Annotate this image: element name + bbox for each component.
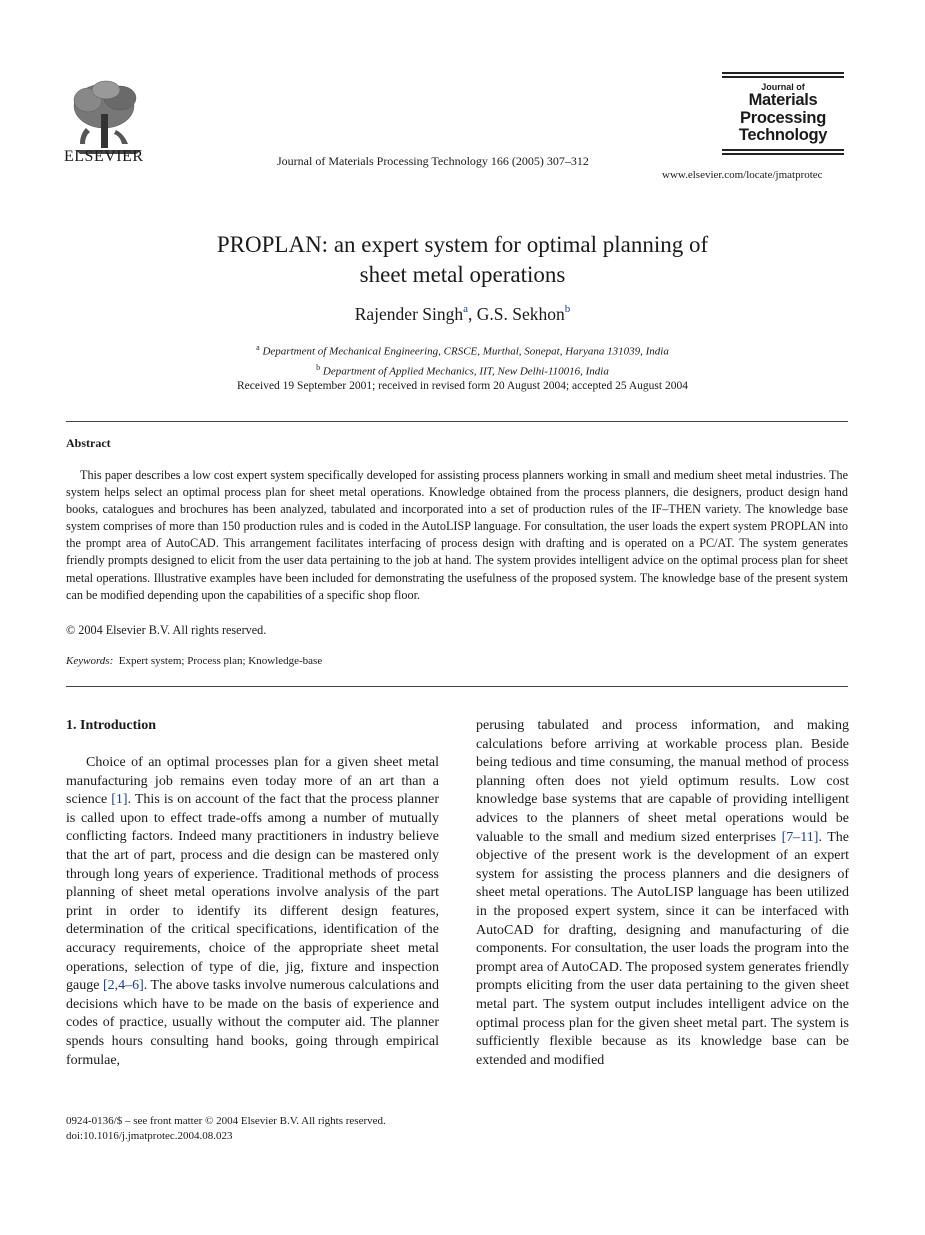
footnote: [66, 1114, 386, 1144]
journal-box-rule: [722, 72, 844, 74]
affiliation-b: [0, 360, 925, 380]
citation-link[interactable]: [2,4–6]: [102, 978, 144, 994]
affiliation-a: [0, 340, 925, 360]
keywords-label: Keywords:: [66, 655, 114, 667]
author-list: Rajender Singh$^a$, G.S. Sekhon$^b$: [354, 303, 571, 324]
left-column: [66, 754, 439, 1070]
section-heading: 1. Introduction: [66, 718, 156, 733]
affiliation-marker: b: [316, 362, 321, 372]
paper-title-line1: PROPLAN: an expert system for optimal planning of: [216, 232, 709, 257]
paragraph-text: . This is on account of the fact that the process planner is called upon to effect trade-offs among a number of mutually conflicting factors. Indeed many practitioners in industry believe that the art of part, process and die design can be mastered only through long years of experience. Traditional methods of process planning of sheet metal operations involve analysis of the part print in order to identify its different design features, determination of the critical specifications, identification of the accuracy requirements, choice of the appropriate sheet metal operations, selection of type of die, jig, fixture and inspection gauge: [66, 792, 439, 994]
author-name: Rajender Singh: [354, 304, 464, 324]
paragraph-text: Choice of an optimal processes plan for a given sheet metal manufacturing job remains even today more of an art than a science: [66, 755, 439, 808]
journal-url[interactable]: www.elsevier.com/locate/jmatprotec: [662, 169, 823, 181]
abstract-copyright: © 2004 Elsevier B.V. All rights reserved.: [66, 623, 267, 637]
received-dates: Received 19 September 2001; received in revised form 20 August 2004; accepted 25 August 2004: [237, 380, 688, 392]
abstract-text: This paper describes a low cost expert system specifically developed for assisting process planners working in small and medium sheet metal industries. The system helps select an optimal process plan for sheet metal operations. Knowledge obtained from the process planners, die designers, product design hand books, catalogues and brochures has been analyzed, tabulated and incorporated into a set of production rules of the IF–THEN variety. The knowledge base system comprises of more than 150 production rules and is coded in the AutoLISP language. For consultation, the user loads the expert system PROPLAN into the prompt area of AutoCAD. This arrangement facilitates interfacing of process design with drafting and is operated on a PC/AT. The system generates friendly prompts designed to elicit from the user data pertaining to the job at hand. The system provides intelligent advice on the optimal process plan for sheet metal operations. Illustrative examples have been included for demonstrating the usefulness of the proposed system. The knowledge base of the present system can be modified depending upon the capabilities of a specific shop floor.: [66, 468, 848, 602]
publisher-name: ELSEVIER: [64, 148, 144, 165]
paper-title: [0, 230, 925, 290]
affiliations: [0, 340, 925, 379]
journal-box-title: [722, 82, 844, 145]
journal-box-line1: Materials: [748, 91, 818, 109]
paragraph-text: perusing tabulated and process information, and making calculations before arriving at workable process plan. Beside being tedious and time consuming, the manual method of process planning often does not yield optimum results. Low cost knowledge base systems that are capable of providing intelligent advices to the planners of sheet metal operations would be valuable to the small and medium sized enterprises: [476, 718, 849, 845]
journal-citation: Journal of Materials Processing Technology 166 (2005) 307–312: [277, 154, 589, 168]
abstract-body: [66, 467, 848, 604]
citation-link[interactable]: [7–11]: [781, 829, 819, 845]
journal-box-rule: [722, 153, 844, 155]
affiliation-marker: a: [256, 343, 260, 352]
author-affiliation-link[interactable]: a: [463, 303, 469, 315]
keywords-text: Expert system; Process plan; Knowledge-base: [118, 655, 323, 667]
affiliation-text: Department of Mechanical Engineering, CRSCE, Murthal, Sonepat, Haryana 131039, India: [262, 345, 669, 358]
author-affiliation-link[interactable]: b: [564, 303, 571, 315]
footnote-issn: 0924-0136/$ – see front matter © 2004 Elsevier B.V. All rights reserved.: [66, 1115, 386, 1127]
footnote-doi[interactable]: doi:10.1016/j.jmatprotec.2004.08.023: [66, 1130, 233, 1142]
journal-box-rule: [722, 76, 844, 78]
paragraph-text: . The objective of the present work is the development of an expert system for assisting the process planners and die designers of sheet metal operations. The AutoLISP language has been utilized in the proposed expert system, since it can be interfaced with AutoCAD for drafting, designing and manufacturing of die components. For consultation, the user loads the program into the prompt area of AutoCAD. The proposed system generates friendly prompts eliciting from the user data pertaining to the given sheet metal part. The system output includes intelligent advice on the optimal process plan for the given sheet metal part. The system is sufficiently flexible because as its knowledge base can be extended and modified: [476, 829, 849, 1068]
keywords: [66, 655, 322, 667]
paragraph-text: . The above tasks involve numerous calculations and decisions which have to be made on the basis of experience and codes of practice, usually without the computer aid. The planner spends hours consulting hand books, going through empirical formulae,: [66, 978, 439, 1068]
divider: [66, 686, 848, 687]
journal-box-line2: Processing: [740, 108, 826, 127]
journal-box-line3: Technology: [738, 126, 828, 144]
paper-title-line2: sheet metal operations: [359, 262, 566, 287]
journal-box-small-line: Journal of: [761, 82, 805, 92]
right-column: [476, 717, 849, 1070]
affiliation-text: Department of Applied Mechanics, IIT, New Delhi-110016, India: [322, 365, 609, 378]
author-name: G.S. Sekhon: [476, 304, 565, 324]
journal-box-rule: [722, 149, 844, 151]
divider: [66, 421, 848, 422]
citation-link[interactable]: [1]: [111, 792, 128, 808]
journal-title-box: [722, 72, 844, 157]
abstract-heading: Abstract: [66, 436, 111, 450]
